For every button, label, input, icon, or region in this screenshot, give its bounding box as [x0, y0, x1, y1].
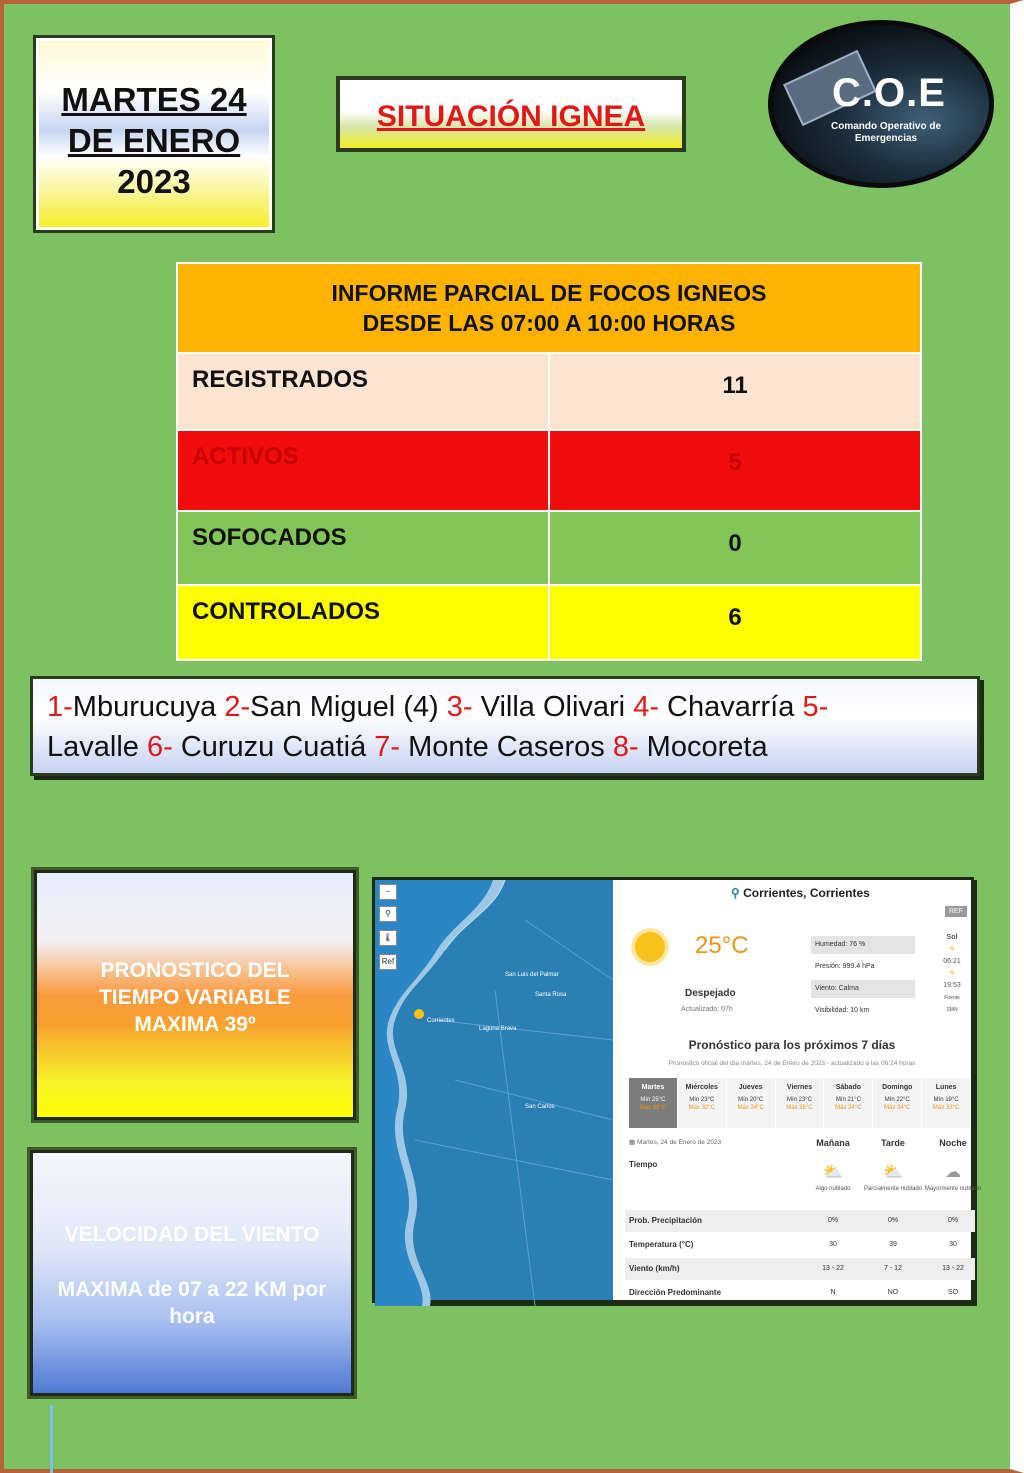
- day-min: Mín 19°C: [933, 1097, 959, 1103]
- wind-line-1: VELOCIDAD DEL VIENTO: [64, 1223, 320, 1246]
- locality-name: Mburucuya: [72, 691, 225, 723]
- forecast-summary-box: [34, 870, 356, 1120]
- day-min: Mín 25°C: [640, 1097, 666, 1103]
- zoom-out-button[interactable]: −: [379, 884, 397, 900]
- weather-screenshot: [372, 877, 982, 1303]
- day-min: Mín 21°C: [835, 1097, 861, 1103]
- locality-number: 2-: [224, 691, 251, 723]
- locality-number: 4-: [633, 691, 659, 723]
- day-max: Máx 39°C: [639, 1105, 667, 1111]
- period-desc: Mayormente nublado: [924, 1186, 982, 1192]
- row-label-activos: ACTIVOS: [177, 430, 549, 511]
- ref-button[interactable]: REF: [945, 906, 967, 917]
- day-min: Mín 22°C: [884, 1097, 910, 1103]
- locality-name: Lavalle: [47, 731, 147, 763]
- map-label: San Luis del Palmar: [505, 972, 559, 978]
- sunrise-time: 06:21: [943, 958, 961, 965]
- row-value: 30: [829, 1241, 837, 1248]
- row-label: Prob. Precipitación: [629, 1216, 702, 1225]
- table-row: [177, 585, 921, 660]
- location-name: Corrientes, Corrientes: [743, 886, 870, 900]
- row-label-sofocados: SOFOCADOS: [177, 511, 549, 585]
- location-pin-icon: ⚲: [731, 886, 740, 900]
- report-header: [177, 263, 921, 353]
- forecast-subtitle: Pronóstico oficial del día martes, 24 de Enero de 2023 - actualizado a las 06:24 horas: [668, 1060, 916, 1067]
- calendar-icon: ▦: [629, 1139, 636, 1146]
- row-label: Temperatura (°C): [629, 1240, 694, 1249]
- row-value: 7 - 12: [884, 1265, 902, 1272]
- locality-number: 5-: [802, 691, 829, 723]
- forecast-line-1: PRONOSTICO DEL: [100, 959, 290, 982]
- location-title: [731, 886, 870, 900]
- decorative-line: [50, 1405, 53, 1473]
- wind-summary-box: [30, 1150, 354, 1396]
- period-noche: Noche: [939, 1138, 967, 1148]
- day-name: Martes: [641, 1084, 665, 1091]
- row-value-controlados: 6: [549, 585, 921, 660]
- current-temperature: 25°C: [695, 932, 749, 959]
- logo-subtitle-2: Emergencias: [854, 133, 918, 144]
- stat-visibility: Visibilidad: 10 km: [815, 1007, 870, 1014]
- table-row: [625, 1210, 975, 1232]
- forecast-line-3: MAXIMA 39º: [134, 1013, 256, 1036]
- day-max: Máx 33°C: [932, 1105, 960, 1111]
- locality-name: San Miguel (4): [250, 691, 447, 723]
- row-value: NO: [887, 1289, 899, 1296]
- detail-date: [629, 1138, 721, 1146]
- table-row: [177, 353, 921, 430]
- tiempo-label: Tiempo: [629, 1160, 658, 1169]
- locality-name: Monte Caseros: [400, 731, 613, 763]
- day-name: Jueves: [738, 1084, 763, 1091]
- period-desc: Parcialmente nublado: [863, 1186, 923, 1192]
- sun-label: Sol: [946, 934, 958, 941]
- locality-number: 6-: [146, 731, 173, 763]
- detail-date-text: Martes, 24 de Enero de 2023: [636, 1139, 722, 1146]
- period-tarde: Tarde: [881, 1138, 905, 1148]
- stat-pressure: Presión: 999.4 hPa: [815, 963, 875, 970]
- row-value: 0%: [947, 1217, 959, 1224]
- day-min: Mín 20°C: [738, 1097, 764, 1103]
- day-name: Domingo: [882, 1084, 913, 1091]
- source-label: Fuente SMN: [944, 995, 960, 1013]
- row-value: 0%: [827, 1217, 839, 1224]
- map-label: Corrientes: [427, 1018, 455, 1024]
- logo-title: C.O.E: [832, 71, 946, 115]
- cloudy-icon: ☁: [945, 1164, 961, 1181]
- map-label: San Carlos: [525, 1104, 555, 1110]
- day-name: Lunes: [935, 1084, 957, 1091]
- day-name: Sábado: [835, 1084, 862, 1091]
- day-min: Mín 23°C: [689, 1097, 715, 1103]
- date-line-1: MARTES 24: [61, 81, 247, 118]
- locality-number: 1-: [47, 691, 73, 723]
- report-title-1: INFORME PARCIAL DE FOCOS IGNEOS: [331, 280, 767, 306]
- tab-day[interactable]: [824, 1078, 872, 1128]
- locality-name: Mocoreta: [638, 731, 768, 763]
- date-box: [36, 38, 272, 230]
- table-row: [177, 511, 921, 585]
- coe-logo: [768, 20, 994, 188]
- row-label: Dirección Predominante: [629, 1288, 722, 1297]
- row-value: 13 - 22: [822, 1265, 844, 1272]
- updated-label: Actualizado: 07h: [681, 1006, 733, 1013]
- locality-name: Curuzu Cuatiá: [172, 731, 375, 763]
- day-min: Mín 23°C: [786, 1097, 813, 1103]
- locality-number: 7-: [374, 731, 401, 763]
- locality-name: Chavarría: [658, 691, 803, 723]
- day-tabs: [629, 1078, 971, 1128]
- tab-day[interactable]: [776, 1078, 824, 1128]
- row-label-controlados: CONTROLADOS: [177, 585, 549, 660]
- wind-line-2: MAXIMA de 07 a 22 KM por: [57, 1278, 327, 1301]
- map-panel: [375, 880, 613, 1300]
- stat-wind: Viento: Calma: [811, 980, 915, 998]
- row-value-activos: 5: [549, 430, 921, 511]
- locality-name: Villa Olivari: [472, 691, 634, 723]
- table-row: [625, 1258, 975, 1280]
- day-max: Máx 34°C: [835, 1105, 862, 1111]
- report-title-2: DESDE LAS 07:00 A 10:00 HORAS: [362, 310, 736, 336]
- table-row: [625, 1234, 975, 1256]
- thermometer-button[interactable]: 🌡: [379, 930, 397, 946]
- period-desc: Algo nublado: [815, 1186, 851, 1192]
- day-max: Máx 32°C: [688, 1105, 715, 1111]
- row-value: SO: [947, 1289, 959, 1296]
- sunset-time: 19:53: [943, 982, 961, 989]
- row-value-registrados: 11: [549, 353, 921, 430]
- tab-day[interactable]: [873, 1078, 921, 1128]
- localities-box: [30, 676, 980, 776]
- row-value: 0%: [887, 1217, 899, 1224]
- date-line-3: 2023: [117, 163, 191, 200]
- row-label-registrados: REGISTRADOS: [177, 353, 549, 430]
- locality-number: 3-: [446, 691, 473, 723]
- forecast-title: Pronóstico para los próximos 7 días: [688, 1038, 896, 1052]
- day-name: Viernes: [786, 1084, 813, 1091]
- period-manana: Mañana: [816, 1138, 850, 1148]
- logo-subtitle-1: Comando Operativo de: [830, 121, 941, 132]
- weather-panel: [613, 880, 982, 1300]
- map-ref-button[interactable]: Ref: [379, 954, 397, 970]
- sun-icon: [635, 932, 665, 962]
- tab-day[interactable]: [922, 1078, 970, 1128]
- day-max: Máx 34°C: [884, 1105, 911, 1111]
- day-max: Máx 35°C: [786, 1105, 813, 1111]
- wind-line-3: hora: [169, 1305, 215, 1328]
- row-value-sofocados: 0: [549, 511, 921, 585]
- fire-report-table: [176, 262, 922, 661]
- logo-subtitle: [811, 121, 961, 145]
- forecast-line-2: TIEMPO VARIABLE: [98, 986, 292, 1009]
- table-row: [177, 430, 921, 511]
- map-graphic: [375, 880, 613, 1306]
- row-value: 30: [949, 1241, 957, 1248]
- location-pin-button[interactable]: ⚲: [379, 906, 397, 922]
- row-value: 13 - 22: [942, 1265, 964, 1272]
- tab-day[interactable]: [727, 1078, 775, 1128]
- situation-title: SITUACIÓN IGNEA: [376, 100, 646, 133]
- sun-times: [939, 932, 965, 1016]
- row-label: Viento (km/h): [629, 1264, 680, 1273]
- tab-day[interactable]: [629, 1078, 677, 1128]
- day-max: Máx 34°C: [737, 1105, 764, 1111]
- partly-cloudy-icon: ⛅: [823, 1164, 843, 1181]
- row-value: 39: [889, 1241, 897, 1248]
- table-row: [625, 1282, 975, 1304]
- current-condition: Despejado: [685, 988, 736, 999]
- partly-cloudy-icon: ⛅: [883, 1164, 903, 1181]
- map-label: Laguna Brava: [479, 1026, 517, 1032]
- tab-day[interactable]: [678, 1078, 726, 1128]
- map-label: Santa Rosa: [535, 992, 567, 998]
- stat-humidity: Humedad: 76 %: [811, 936, 915, 954]
- locality-number: 8-: [612, 731, 639, 763]
- sunset-icon: ☀: [948, 970, 956, 977]
- sunrise-icon: ☀: [948, 946, 956, 953]
- date-line-2: DE ENERO: [67, 122, 241, 159]
- situation-title-box: [336, 76, 686, 152]
- day-name: Miércoles: [685, 1084, 718, 1091]
- row-value: N: [830, 1289, 836, 1296]
